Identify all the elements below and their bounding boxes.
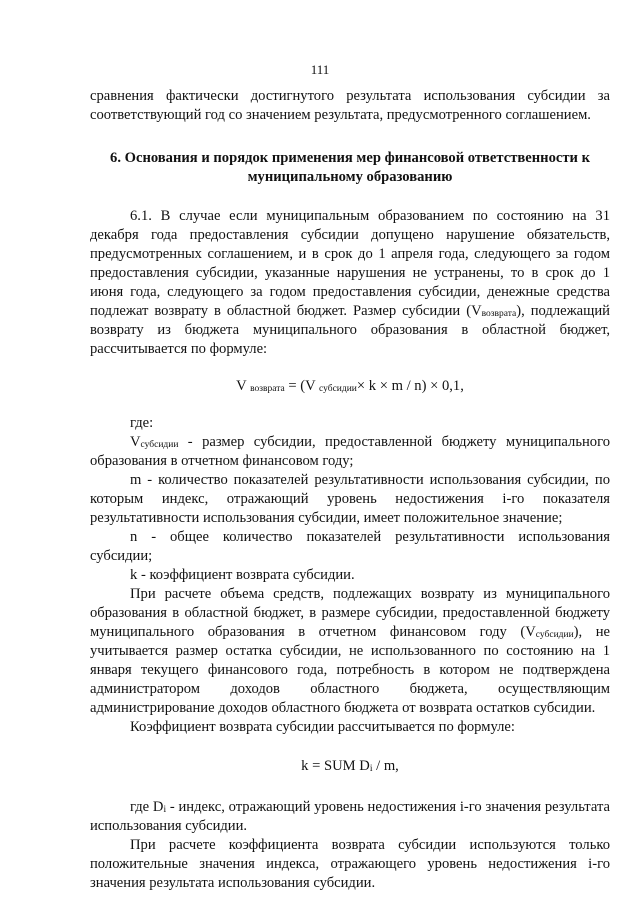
calc-para-subscript: субсидии [535, 630, 574, 640]
def-d-start: где D [130, 799, 164, 815]
formula1-v: V [236, 378, 247, 394]
formula-coefficient [90, 757, 610, 776]
formula2-start: k = SUM D [301, 758, 370, 774]
paragraph-6-1-text: 6.1. В случае если муниципальным образованием по состоянию на 31 декабря года предоставления субсидии допущено нарушение обязательств, предусмотренных соглашением, и в срок до 1 апреля года, следующего за годом предоставления субсидии, указанные нарушения не устранены, то в срок до 1 июня года, следующего за годом предоставления субсидии, денежные средства подлежат возврату в областной бюджет. Размер субсидии (V [90, 208, 610, 319]
definition-k: k - коэффициент возврата субсидии. [130, 567, 355, 583]
calc-para-start: При расчете объема средств, подлежащих возврату из муниципального образования в областной бюджет, в размере субсидии, предоставленной бюджету муниципального образования в отчетном финансовом году (V [90, 586, 610, 640]
def-d-subscript: i [163, 805, 167, 815]
formula2-end: / m, [372, 758, 399, 774]
document-body [90, 87, 610, 893]
definition-v-subsidy [90, 433, 610, 471]
formula1-sub-return: возврата [250, 384, 285, 394]
def-v-text: - размер субсидии, предоставленной бюджету муниципального образования в отчетном финансовом году; [90, 434, 610, 469]
where-label: где: [130, 415, 154, 431]
def-v-subscript: субсидии [140, 440, 179, 450]
intro-paragraph: сравнения фактически достигнутого результата использования субсидии за соответствующий год со значением результата, предусмотренного соглашением. [90, 88, 610, 123]
paragraph-6-1-end: ), подлежащий возврату из бюджета муниципального образования в областной бюджет, рассчитывается по формуле: [90, 303, 610, 357]
formula-return-amount [90, 377, 610, 396]
formula1-mid: = (V [284, 378, 320, 394]
definition-m: m - количество показателей результативности использования субсидии, по которым индекс, отражающий уровень недостижения i-го показателя результативности использования субсидии, имеет положительное значение; [90, 472, 610, 526]
section-heading: 6. Основания и порядок применения мер финансовой ответственности к муниципальному образованию [110, 150, 590, 185]
def-v-symbol: V [130, 434, 141, 450]
definition-d [90, 798, 610, 836]
formula1-sub-subsidy: субсидии [319, 384, 357, 394]
calc-para-end: ), не учитывается размер остатка субсидии, не использованного по состоянию на 1 января текущего финансового года, потребность в котором не подтверждена администратором доходов областного бюджета, осуществляющим администрирование доходов областного бюджета от возврата остатков субсидии. [90, 624, 610, 716]
page-number: 111 [310, 62, 330, 77]
def-d-end: - индекс, отражающий уровень недостижения i-го значения результата использования субсидии. [90, 799, 610, 834]
v-return-subscript: возврата [481, 309, 517, 319]
formula2-subscript: i [369, 764, 373, 774]
final-paragraph: При расчете коэффициента возврата субсидии используются только положительные значения индекса, отражающего уровень недостижения i-го значения результата использования субсидии. [90, 837, 610, 891]
coefficient-intro: Коэффициент возврата субсидии рассчитывается по формуле: [130, 719, 515, 735]
calculation-paragraph [90, 585, 610, 718]
definition-n: n - общее количество показателей результативности использования субсидии; [90, 529, 610, 564]
formula1-end: × k × m / n) × 0,1, [356, 378, 464, 394]
paragraph-6-1 [90, 207, 610, 359]
